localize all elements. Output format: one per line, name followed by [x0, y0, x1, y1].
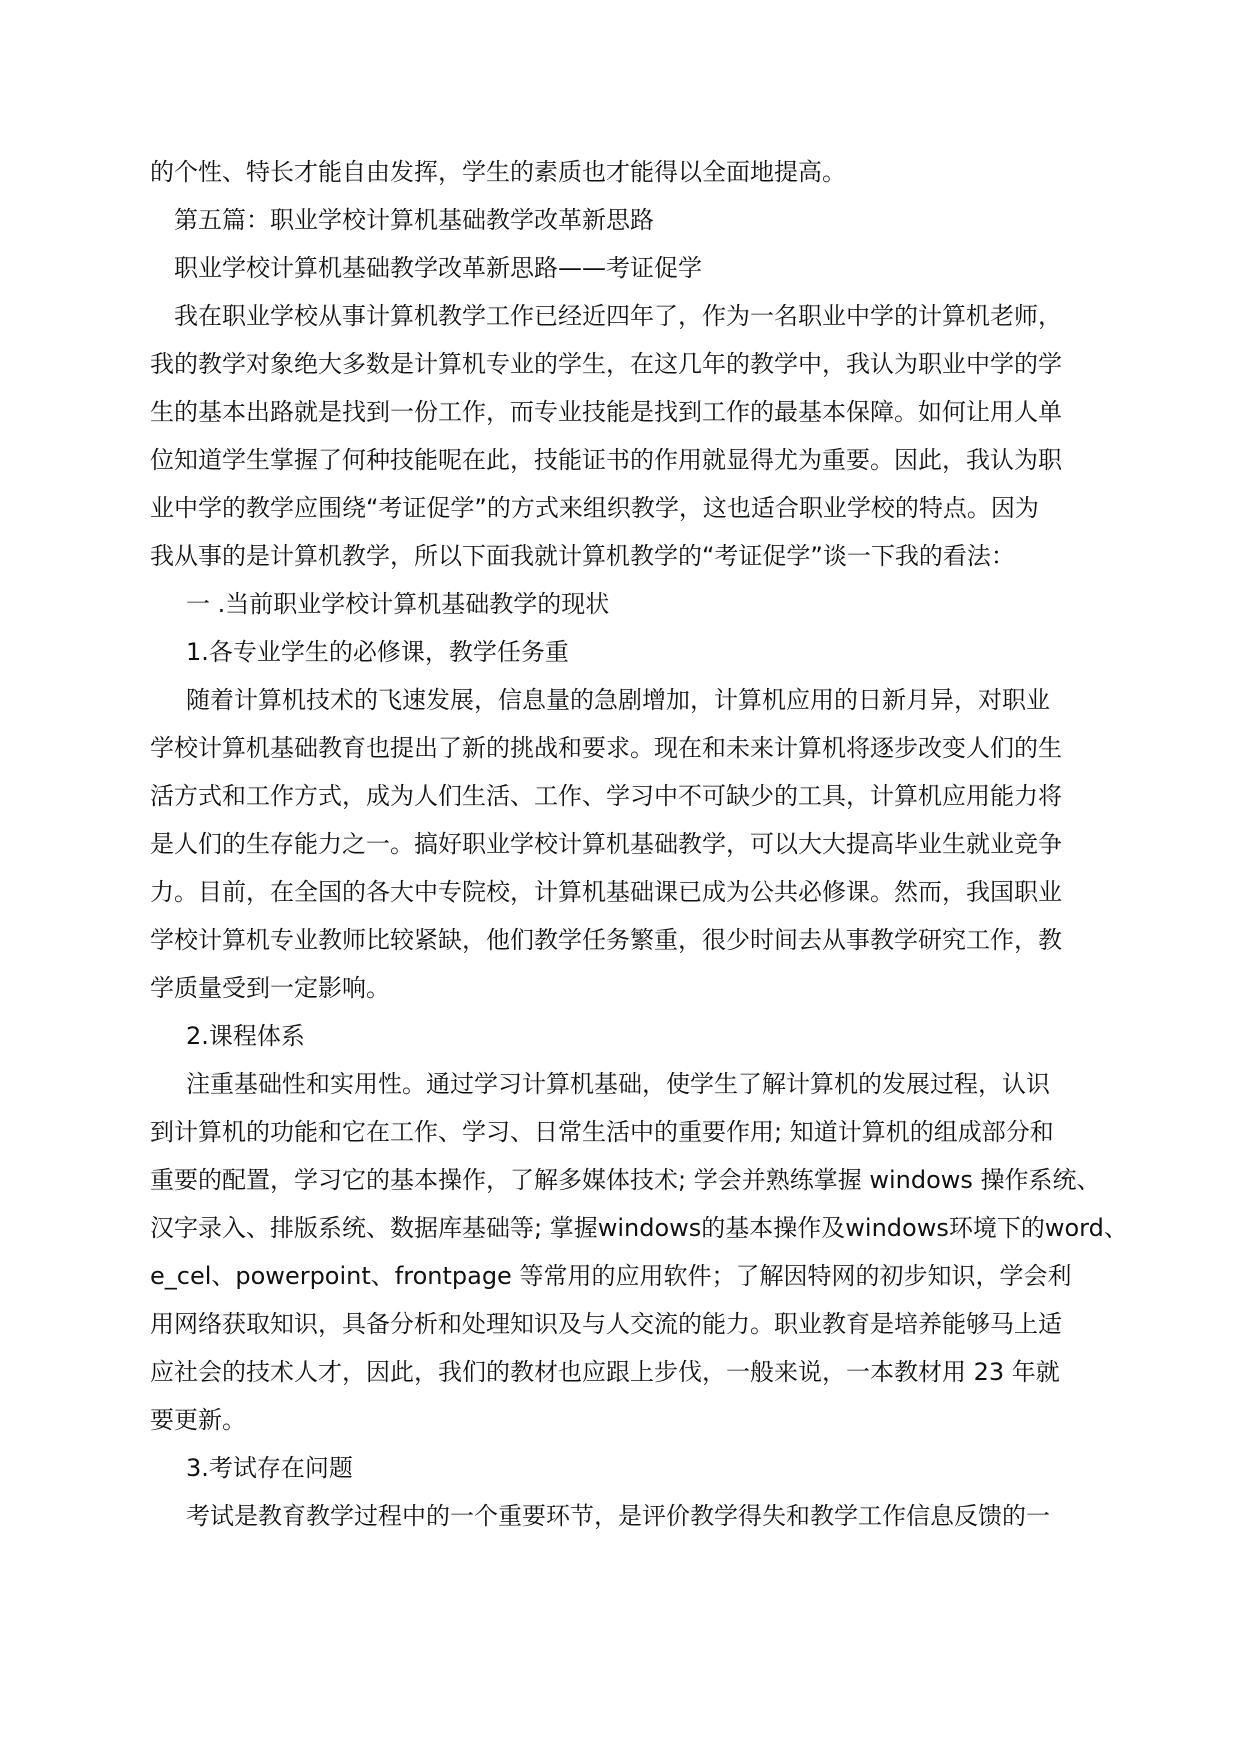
paragraph-line: 考试是教育教学过程中的一个重要环节，是评价教学得失和教学工作信息反馈的一	[186, 1502, 1050, 1530]
paragraph-line: 我的教学对象绝大多数是计算机专业的学生，在这几年的教学中，我认为职业中学的学	[150, 350, 1062, 378]
paragraph-line: 的个性、特长才能自由发挥，学生的素质也才能得以全面地提高。	[150, 158, 846, 186]
paragraph-line: 我在职业学校从事计算机教学工作已经近四年了，作为一名职业中学的计算机老师，	[174, 302, 1062, 330]
document-body	[150, 148, 1128, 1540]
paragraph-line: 随着计算机技术的飞速发展，信息量的急剧增加，计算机应用的日新月异，对职业	[186, 686, 1050, 714]
paragraph-line: 学质量受到一定影响。	[150, 974, 390, 1002]
numbered-heading: 2.课程体系	[186, 1022, 305, 1050]
paragraph-line: 业中学的教学应围绕“考证促学”的方式来组织教学，这也适合职业学校的特点。因为	[150, 494, 1039, 522]
numbered-heading: 3.考试存在问题	[186, 1454, 353, 1482]
paragraph-line: 要更新。	[150, 1406, 246, 1434]
paragraph-line: 重要的配置，学习它的基本操作，了解多媒体技术; 学会并熟练掌握 windows 操作系统、	[150, 1166, 1101, 1194]
paragraph-line: 位知道学生掌握了何种技能呢在此，技能证书的作用就显得尤为重要。因此，我认为职	[150, 446, 1062, 474]
paragraph-line: e_cel、powerpoint、frontpage 等常用的应用软件；了解因特网的初步知识，学会利	[150, 1262, 1072, 1290]
paragraph-line: 应社会的技术人才，因此，我们的教材也应跟上步伐，一般来说，一本教材用 23 年就	[150, 1358, 1060, 1386]
paragraph-line: 活方式和工作方式，成为人们生活、工作、学习中不可缺少的工具，计算机应用能力将	[150, 782, 1062, 810]
paragraph-line: 注重基础性和实用性。通过学习计算机基础，使学生了解计算机的发展过程，认识	[186, 1070, 1050, 1098]
paragraph-line: 到计算机的功能和它在工作、学习、日常生活中的重要作用; 知道计算机的组成部分和	[150, 1118, 1054, 1146]
paragraph-line: 我从事的是计算机教学，所以下面我就计算机教学的“考证促学”谈一下我的看法：	[150, 542, 1015, 570]
paragraph-line: 学校计算机专业教师比较紧缺，他们教学任务繁重，很少时间去从事教学研究工作，教	[150, 926, 1062, 954]
paragraph-line: 力。目前，在全国的各大中专院校，计算机基础课已成为公共必修课。然而，我国职业	[150, 878, 1062, 906]
article-title: 职业学校计算机基础教学改革新思路——考证促学	[174, 254, 702, 282]
paragraph-line: 汉字录入、排版系统、数据库基础等; 掌握windows的基本操作及windows环境下的word、	[150, 1214, 1128, 1242]
section-heading: 第五篇：职业学校计算机基础教学改革新思路	[174, 206, 654, 234]
paragraph-line: 生的基本出路就是找到一份工作，而专业技能是找到工作的最基本保障。如何让用人单	[150, 398, 1062, 426]
paragraph-line: 是人们的生存能力之一。搞好职业学校计算机基础教学，可以大大提高毕业生就业竞争	[150, 830, 1062, 858]
subsection-heading: 一 .当前职业学校计算机基础教学的现状	[186, 590, 610, 618]
paragraph-line: 用网络获取知识，具备分析和处理知识及与人交流的能力。职业教育是培养能够马上适	[150, 1310, 1062, 1338]
numbered-heading: 1.各专业学生的必修课，教学任务重	[186, 638, 569, 666]
paragraph-line: 学校计算机基础教育也提出了新的挑战和要求。现在和未来计算机将逐步改变人们的生	[150, 734, 1062, 762]
